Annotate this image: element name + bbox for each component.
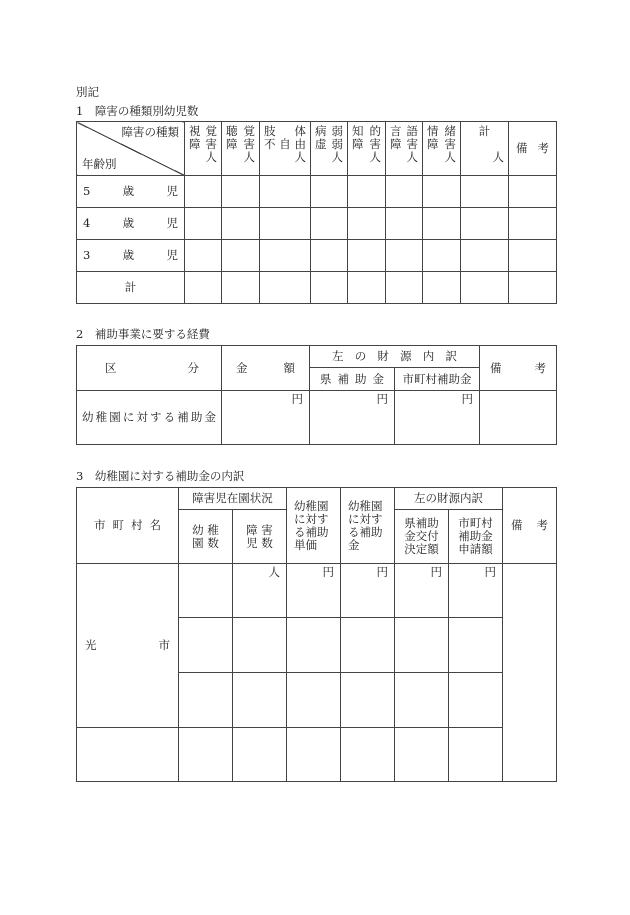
col-kubun: 区 分 [77, 346, 222, 391]
col-emotional: 情 緒 障 害 人 [423, 122, 461, 176]
col-remarks: 備 考 [503, 488, 557, 564]
col-speech: 言 語 障 害 人 [386, 122, 423, 176]
table-row: 4 歳 児 [77, 208, 557, 240]
subsidy-breakdown-table [76, 487, 557, 782]
unit-yen: 円 [395, 391, 480, 445]
col-city-application: 市町村 補助金 申請額 [449, 510, 503, 564]
col-amount: 金 額 [222, 346, 310, 391]
section2-heading: 2 補助事業に要する経費 [76, 327, 210, 341]
col-kindergartens: 幼 稚 園 数 [179, 510, 233, 564]
col-visual: 視 覚 障 害 人 [185, 122, 222, 176]
unit-yen: 円 [222, 391, 310, 445]
col-remarks: 備 考 [509, 122, 557, 176]
col-subsidy: 幼稚園 に対す る補助 金 [341, 488, 395, 564]
col-pref-decision: 県補助 金交付 決定額 [395, 510, 449, 564]
row-label: 幼 稚 園 に 対 す る 補 助 金 [77, 391, 222, 445]
col-physical: 肢 体 不 自 由 人 [260, 122, 311, 176]
col-status: 障害児在園状況 [179, 488, 287, 510]
unit-yen: 円 [310, 391, 395, 445]
page-title: 別記 [76, 85, 99, 99]
unit-yen: 円 [395, 564, 449, 618]
col-city-name: 市 町 村 名 [77, 488, 179, 564]
unit-yen: 円 [341, 564, 395, 618]
col-hearing: 聴 覚 障 害 人 [222, 122, 260, 176]
col-source: 左 の 財 源 内 訳 [310, 346, 480, 368]
col-illness: 病 弱 虚 弱 人 [311, 122, 348, 176]
row-city: 光 市 [77, 564, 179, 728]
table-row [77, 728, 557, 782]
table-row: 3 歳 児 [77, 240, 557, 272]
section3-heading: 3 幼稚園に対する補助金の内訳 [76, 469, 245, 483]
expense-table [76, 345, 557, 445]
table-row [77, 391, 557, 445]
col-pref-subsidy: 県 補 助 金 [310, 368, 395, 391]
table-row: 5 歳 児 [77, 176, 557, 208]
corner-top-label: 障害の種類 [121, 125, 179, 139]
table-row [77, 564, 557, 618]
unit-yen: 円 [287, 564, 341, 618]
disability-type-table [76, 121, 557, 304]
unit-person: 人 [233, 564, 287, 618]
section1-heading: 1 障害の種類別幼児数 [76, 104, 199, 118]
col-city-subsidy: 市町村補助金 [395, 368, 480, 391]
col-source: 左の財源内訳 [395, 488, 503, 510]
corner-cell [77, 122, 185, 176]
col-unit-price: 幼稚園 に対す る補助 単価 [287, 488, 341, 564]
col-total: 計 人 [461, 122, 509, 176]
col-intellectual: 知 的 障 害 人 [348, 122, 386, 176]
corner-bottom-label: 年齢別 [82, 157, 117, 171]
col-remarks: 備 考 [480, 346, 557, 391]
table-row: 計 [77, 272, 557, 304]
col-children: 障 害 児 数 [233, 510, 287, 564]
unit-yen: 円 [449, 564, 503, 618]
